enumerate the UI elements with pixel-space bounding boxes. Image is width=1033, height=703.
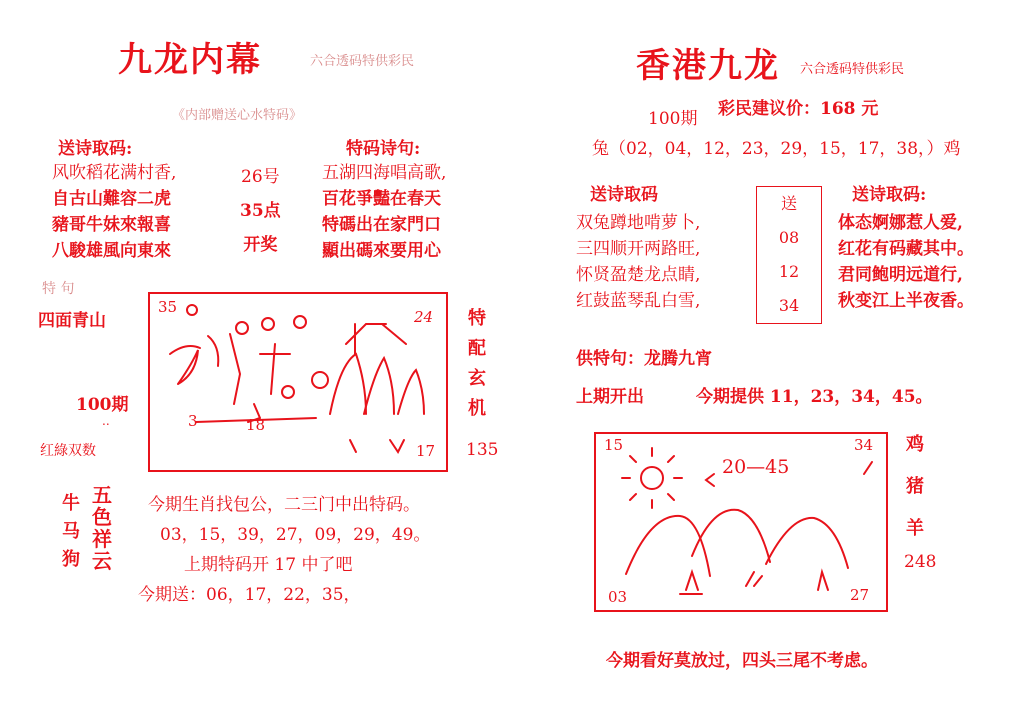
left-sketch-box <box>148 292 448 472</box>
box-number-bm: 18 <box>246 416 266 434</box>
box-number-br: 27 <box>850 586 870 604</box>
send-box-item: 送 <box>780 193 797 213</box>
box-number-bl: 03 <box>608 588 628 606</box>
left-period: 100期 <box>76 395 129 415</box>
left-title-faint: 六合透码特供彩民 <box>310 54 415 69</box>
left-poem-right <box>322 160 446 264</box>
zodiac-char: 鸡 <box>906 434 924 455</box>
right-price: 彩民建议价：168 元 <box>718 99 879 119</box>
box-number-br: 17 <box>416 442 436 460</box>
left-right-vertical <box>468 304 486 424</box>
box-number-tr: 24 <box>414 308 434 326</box>
right-right-num: 248 <box>904 552 937 572</box>
right-last-open: 上期开出 <box>576 387 644 407</box>
poem-line: 红花有码藏其中。 <box>838 239 974 259</box>
right-poem-left <box>576 210 700 314</box>
right-title-faint: 六合透码特供彩民 <box>800 62 905 77</box>
vertical-char: 机 <box>468 398 486 419</box>
left-line4: 今期送：06，17，22，35， <box>138 585 361 605</box>
right-send-box <box>756 186 822 324</box>
right-rabbit-line: 兔（02，04，12，23，29，15，17，38，）鸡 <box>592 139 961 159</box>
poem-line: 红鼓蓝琴乱白雪, <box>576 291 701 311</box>
left-subtitle-faint: 《内部赠送心水特码》 <box>172 108 303 123</box>
box-number-tr: 34 <box>854 436 874 454</box>
mid-col-item: 开奖 <box>243 235 278 255</box>
right-period: 100期 <box>648 109 698 129</box>
left-sketch-drawing <box>150 294 446 470</box>
left-mid-col <box>240 160 281 262</box>
poem-line: 怀贤盈楚龙点睛, <box>576 265 701 285</box>
zodiac-char: 羊 <box>906 518 924 539</box>
zodiac-char: 马 <box>62 521 80 542</box>
left-zodiac-col <box>62 490 80 574</box>
vertical-char: 玄 <box>468 368 486 389</box>
poem-line: 豬哥牛妹來報喜 <box>52 215 171 235</box>
right-zodiac-col <box>906 424 924 550</box>
left-poem-left <box>52 160 176 264</box>
color-char: 色 <box>92 505 112 529</box>
poem-line: 秋变江上半夜香。 <box>838 291 974 311</box>
color-char: 祥 <box>92 527 112 551</box>
poem-line: 百花爭豔在春天 <box>322 189 441 209</box>
send-box-item: 34 <box>778 295 800 315</box>
left-poem-head-left: 送诗取码: <box>58 139 133 159</box>
sun-mountain-drawing <box>596 434 886 610</box>
poem-line: 特碼出在家門口 <box>322 215 441 235</box>
right-special: 供特句：龙腾九宵 <box>576 349 712 369</box>
left-color-col <box>92 484 112 572</box>
poem-line: 八駿雄風向東來 <box>52 241 171 261</box>
vertical-char: 特 <box>468 308 486 329</box>
box-number-tl: 15 <box>604 436 624 454</box>
right-bottom: 今期看好莫放过，四头三尾不考虑。 <box>606 651 878 671</box>
left-line3: 上期特码开 17 中了吧 <box>184 555 353 575</box>
right-sketch-box <box>594 432 888 612</box>
left-title: 九龙内幕 <box>118 40 262 80</box>
color-char: 五 <box>92 483 112 507</box>
poem-line: 五湖四海唱高歌, <box>322 163 447 183</box>
left-line1: 今期生肖找包公，二三门中出特码。 <box>148 495 420 515</box>
box-number-bl: 3 <box>188 412 198 430</box>
box-number-tl: 35 <box>158 298 178 316</box>
zodiac-char: 猪 <box>906 476 924 497</box>
poem-line: 风吹稻花满村香, <box>52 163 177 183</box>
mid-col-item: 35点 <box>240 201 281 221</box>
poem-line: 双兔蹲地啃萝卜, <box>576 213 701 233</box>
poem-line: 君同鲍明远道行, <box>838 265 963 285</box>
left-line2: 03，15，39，27，09，29，49。 <box>160 525 431 545</box>
poem-line: 顯出碼來要用心 <box>322 241 441 261</box>
left-poem-head-right: 特码诗句: <box>346 139 421 159</box>
send-box-item: 12 <box>778 261 800 281</box>
zodiac-char: 牛 <box>62 493 80 514</box>
mid-col-item: 26号 <box>241 167 280 187</box>
left-red-green: 红綠双数 <box>40 443 96 459</box>
send-box-item: 08 <box>778 227 800 247</box>
left-right-num: 135 <box>466 440 499 460</box>
poem-line: 自古山難容二虎 <box>52 189 171 209</box>
left-period-dots: .. <box>102 414 110 428</box>
color-char: 云 <box>92 549 112 573</box>
right-title: 香港九龙 <box>636 46 780 86</box>
zodiac-char: 狗 <box>62 549 80 570</box>
left-special-text: 四面青山 <box>38 311 106 331</box>
right-poem-head-left: 送诗取码 <box>590 185 658 205</box>
poem-line: 体态婀娜惹人爱, <box>838 213 963 233</box>
poem-line: 三四顺开两路旺, <box>576 239 701 259</box>
left-special-label: 特 句 <box>42 281 75 297</box>
vertical-char: 配 <box>468 338 486 359</box>
box-number-range: 20—45 <box>722 456 790 478</box>
right-poem-right <box>838 210 974 314</box>
right-provide: 今期提供 11，23，34，45。 <box>696 387 933 407</box>
right-poem-head-right: 送诗取码: <box>852 185 927 205</box>
